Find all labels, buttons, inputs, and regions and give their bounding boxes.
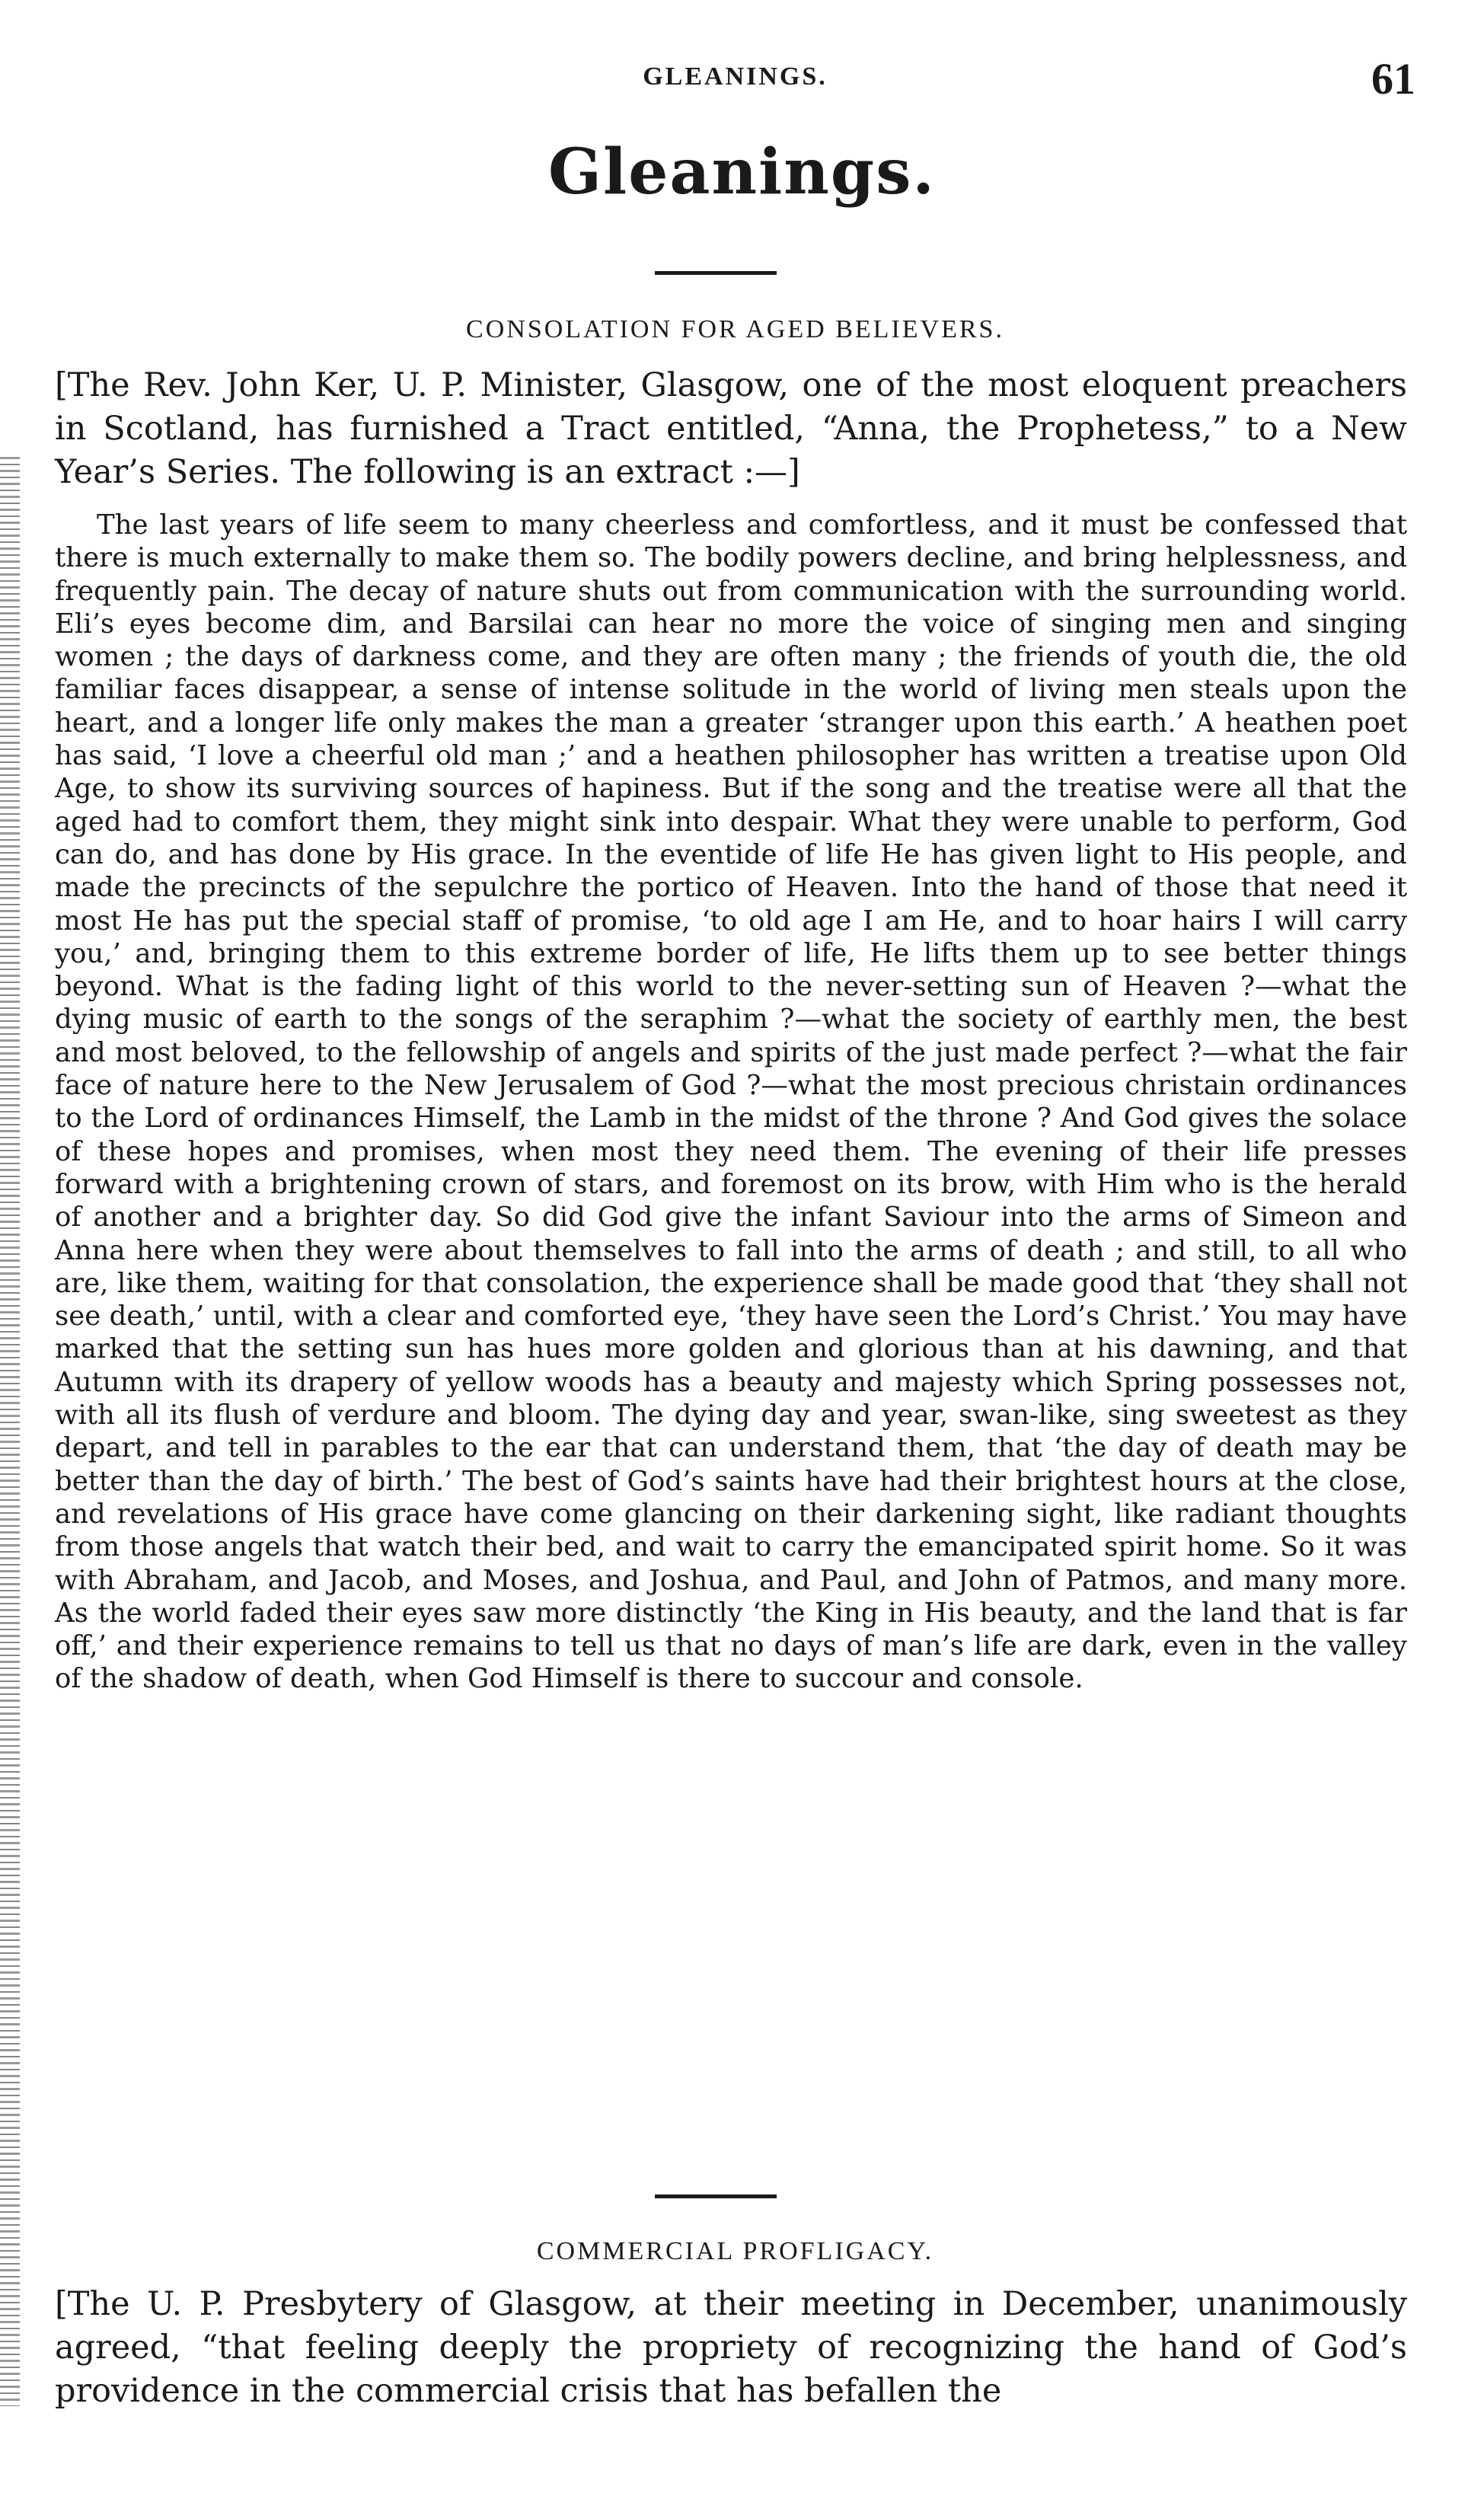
- running-head: GLEANINGS.: [643, 62, 828, 91]
- section-intro-consolation: [The Rev. John Ker, U. P. Minister, Glasgow, one of the most eloquent preachers in Scotland, has furnished a Tract entitled, “Anna, the Prophetess,” to a New Year’s Series. The following is an extract :—]: [55, 366, 1407, 491]
- section-intro-commercial: [The U. P. Presbytery of Glasgow, at their meeting in December, unanimously agreed, “that feeling deeply the propriety of recognizing the hand of God’s providence in the commercial crisis that has befallen the: [55, 2285, 1407, 2410]
- section-heading-commercial: COMMERCIAL PROFLIGACY.: [536, 2237, 934, 2265]
- section-body-consolation: The last years of life seem to many cheerless and comfortless, and it must be confessed that there is much externally to make them so. The bodily powers decline, and bring helplessness, and frequently pain. The decay of nature shuts out from communication with the surrounding world. Eli’s eyes become dim, and Barsilai can hear no more the voice of singing men and singing women ; the days of darkness come, and they are often many ; the friends of youth die, the old familiar faces disappear, a sense of intense solitude in the world of living men steals upon the heart, and a longer life only makes the man a greater ‘stranger upon this earth.’ A heathen poet has said, ‘I love a cheerful old man ;’ and a heathen philosopher has written a treatise upon Old Age, to show its surviving sources of hapiness. But if the song and the treatise were all that the aged had to comfort them, they might sink into despair. What they were unable to perform, God can do, and has done by His grace. In the eventide of life He has given light to His people, and made the precincts of the sepulchre the portico of Heaven. Into the hand of those that need it most He has put the special staff of promise, ‘to old age I am He, and to hoar hairs I will carry you,’ and, bringing them to this extreme border of life, He lifts them up to see better things beyond. What is the fading light of this world to the never-setting sun of Heaven ?—what the dying music of earth to the songs of the seraphim ?—what the society of earthly men, the best and most beloved, to the fellowship of angels and spirits of the just made perfect ?—what the fair face of nature here to the New Jerusalem of God ?—what the most precious christain ordinances to the Lord of ordinances Himself, the Lamb in the midst of the throne ? And God gives the solace of these hopes and promises, when most they need them. The evening of their life presses forward with a brightening crown of stars, and foremost on its brow, with Him who is the herald of another and a brighter day. So did God give the infant Saviour into the arms of Simeon and Anna here when they were about themselves to fall into the arms of death ; and still, to all who are, like them, waiting for that consolation, the experience shall be made good that ‘they shall not see death,’ until, with a clear and comforted eye, ‘they have seen the Lord’s Christ.’ You may have marked that the setting sun has hues more golden and glorious than at his dawning, and that Autumn with its drapery of yellow woods has a beauty and majesty which Spring possesses not, with all its flush of verdure and bloom. The dying day and year, swan-like, sing sweetest as they depart, and tell in parables to the ear that can understand them, that ‘the day of death may be better than the day of birth.’ The best of God’s saints have had their brightest hours at the close, and revelations of His grace have come glancing on their darkening sight, like radiant thoughts from those angels that watch their bed, and wait to carry the emancipated spirit home. So it was with Abraham, and Jacob, and Moses, and Joshua, and Paul, and John of Patmos, and many more. As the world faded their eyes saw more distinctly ‘the King in His beauty, and the land that is far off,’ and their experience remains to tell us that no days of man’s life are dark, even in the valley of the shadow of death, when God Himself is there to succour and console.: [55, 509, 1407, 1695]
- section-heading-consolation: CONSOLATION FOR AGED BELIEVERS.: [466, 315, 1004, 343]
- page-binding-edge: [0, 457, 20, 2406]
- page-number: 61: [1371, 54, 1415, 104]
- page-header: [55, 53, 1415, 114]
- section-divider: [655, 271, 777, 275]
- page-title: Gleanings.: [548, 136, 936, 209]
- section-divider: [655, 2194, 777, 2198]
